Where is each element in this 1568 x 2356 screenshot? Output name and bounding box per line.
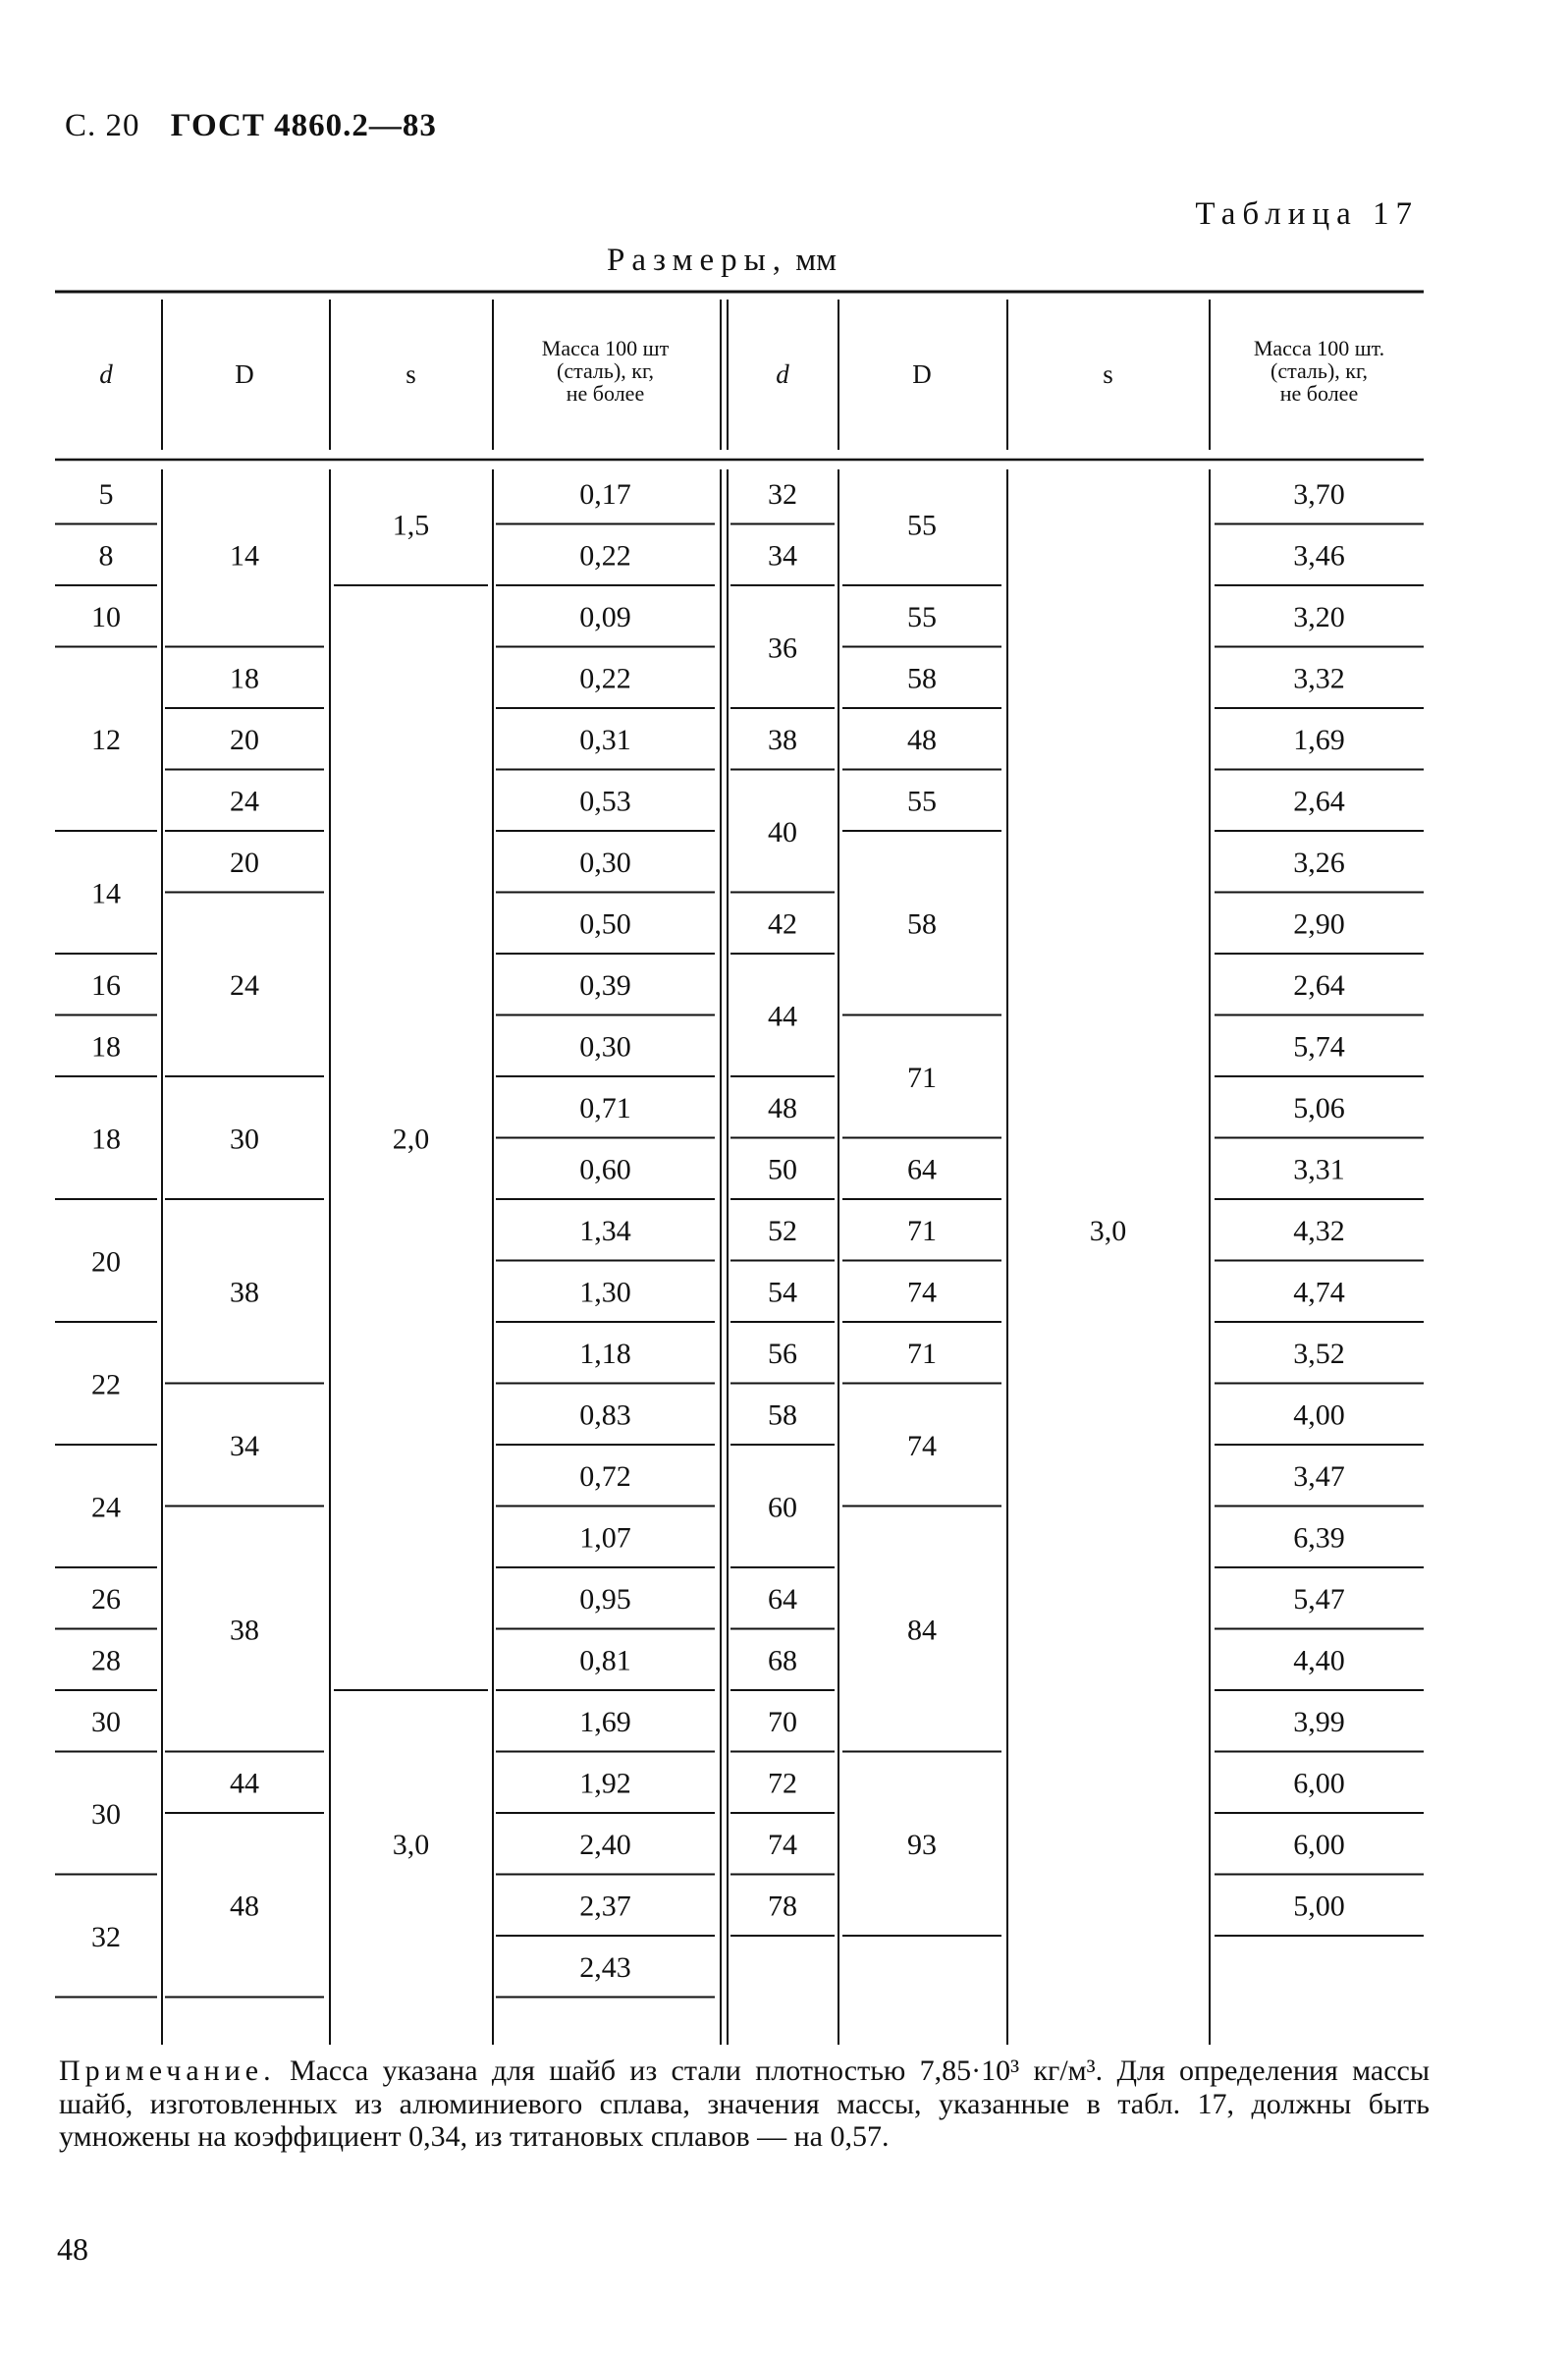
- right-d-value: 42: [768, 907, 797, 941]
- right-D-value: 71: [907, 1215, 937, 1248]
- left-mass-value: 0,31: [579, 724, 631, 757]
- note-text: Масса указана для шайб из стали плотностью 7,85·10³ кг/м³. Для определения массы шайб, изготовленных из алюминиевого сплава, значения массы, указанные в табл. 17, должны быть умножены на коэффициент 0,34, из титановых сплавов — на 0,57.: [59, 2055, 1430, 2154]
- left-d-value: 24: [91, 1491, 121, 1524]
- left-d-value: 30: [91, 1797, 121, 1831]
- right-mass-value: 1,69: [1293, 724, 1345, 757]
- caption-text: Размеры,: [607, 243, 788, 278]
- left-D-value: 48: [230, 1890, 259, 1923]
- right-d-value: 44: [768, 1000, 797, 1033]
- left-mass-value: 0,22: [579, 539, 631, 573]
- right-d-value: 56: [768, 1338, 797, 1371]
- left-d-value: 18: [91, 1030, 121, 1064]
- right-d-value: 58: [768, 1398, 797, 1432]
- left-d-value: 28: [91, 1644, 121, 1677]
- right-mass-value: 3,52: [1293, 1338, 1345, 1371]
- left-mass-value: 0,30: [579, 847, 631, 880]
- right-D-value: 58: [907, 907, 937, 941]
- right-mass-value: 6,00: [1293, 1829, 1345, 1862]
- column-header-d: D: [235, 359, 254, 390]
- column-header-mass: не более: [1279, 381, 1359, 407]
- left-mass-value: 0,30: [579, 1030, 631, 1064]
- left-mass-value: 0,71: [579, 1092, 631, 1125]
- right-d-value: 60: [768, 1491, 797, 1524]
- left-mass-value: 1,92: [579, 1767, 631, 1800]
- right-mass-value: 3,99: [1293, 1706, 1345, 1739]
- right-mass-value: 3,31: [1293, 1153, 1345, 1186]
- right-D-value: 64: [907, 1153, 937, 1186]
- right-d-value: 34: [768, 539, 797, 573]
- left-mass-value: 2,37: [579, 1890, 631, 1923]
- column-header-d: d: [99, 359, 113, 390]
- right-D-value: 71: [907, 1061, 937, 1094]
- left-mass-value: 1,34: [579, 1215, 631, 1248]
- right-d-value: 52: [768, 1215, 797, 1248]
- right-mass-value: 3,46: [1293, 539, 1345, 573]
- right-mass-value: 4,74: [1293, 1276, 1345, 1309]
- left-mass-value: 0,22: [579, 662, 631, 695]
- note-label: Примечание.: [59, 2055, 276, 2087]
- right-mass-value: 3,47: [1293, 1460, 1345, 1494]
- left-mass-value: 1,18: [579, 1338, 631, 1371]
- left-d-value: 14: [91, 877, 121, 910]
- left-mass-value: 0,50: [579, 907, 631, 941]
- left-s-value: 3,0: [392, 1829, 430, 1862]
- column-header-mass: (сталь), кг,: [557, 358, 654, 384]
- left-mass-value: 2,43: [579, 1951, 631, 1985]
- right-D-value: 55: [907, 601, 937, 634]
- left-D-value: 24: [230, 785, 259, 818]
- right-mass-value: 2,64: [1293, 969, 1345, 1003]
- right-mass-value: 2,90: [1293, 907, 1345, 941]
- page-ref: С. 20: [65, 108, 140, 143]
- column-header-mass: (сталь), кг,: [1271, 358, 1368, 384]
- left-mass-value: 1,30: [579, 1276, 631, 1309]
- right-d-value: 40: [768, 815, 797, 849]
- left-mass-value: 0,72: [579, 1460, 631, 1494]
- right-mass-value: 6,39: [1293, 1521, 1345, 1555]
- left-d-value: 18: [91, 1123, 121, 1156]
- right-D-value: 74: [907, 1429, 937, 1462]
- column-header-mass: Масса 100 шт.: [1253, 336, 1385, 361]
- right-mass-value: 5,06: [1293, 1092, 1345, 1125]
- left-D-value: 34: [230, 1429, 259, 1462]
- right-mass-value: 3,70: [1293, 478, 1345, 512]
- left-mass-value: 1,07: [579, 1521, 631, 1555]
- left-s-value: 1,5: [392, 509, 430, 542]
- left-D-value: 38: [230, 1276, 259, 1309]
- left-mass-value: 0,17: [579, 478, 631, 512]
- right-d-value: 48: [768, 1092, 797, 1125]
- left-D-value: 20: [230, 724, 259, 757]
- left-d-value: 26: [91, 1583, 121, 1616]
- right-d-value: 32: [768, 478, 797, 512]
- right-D-value: 55: [907, 785, 937, 818]
- right-d-value: 54: [768, 1276, 797, 1309]
- left-d-value: 22: [91, 1368, 121, 1401]
- right-D-value: 93: [907, 1829, 937, 1862]
- standard-number: ГОСТ 4860.2—83: [170, 108, 437, 143]
- left-mass-value: 0,83: [579, 1398, 631, 1432]
- left-mass-value: 0,39: [579, 969, 631, 1003]
- column-header-s: s: [1103, 359, 1113, 390]
- right-D-value: 58: [907, 662, 937, 695]
- left-d-value: 10: [91, 601, 121, 634]
- right-mass-value: 3,32: [1293, 662, 1345, 695]
- right-mass-value: 4,00: [1293, 1398, 1345, 1432]
- right-D-value: 55: [907, 509, 937, 542]
- right-d-value: 38: [768, 724, 797, 757]
- table-label: Таблица 17: [1195, 196, 1419, 232]
- left-D-value: 38: [230, 1614, 259, 1647]
- right-D-value: 84: [907, 1614, 937, 1647]
- right-d-value: 72: [768, 1767, 797, 1800]
- right-mass-value: 4,40: [1293, 1644, 1345, 1677]
- right-mass-value: 6,00: [1293, 1767, 1345, 1800]
- column-header-s: s: [406, 359, 416, 390]
- left-mass-value: 1,69: [579, 1706, 631, 1739]
- right-mass-value: 5,00: [1293, 1890, 1345, 1923]
- right-d-value: 36: [768, 631, 797, 665]
- left-mass-value: 0,53: [579, 785, 631, 818]
- table-note: [59, 2055, 1430, 2154]
- right-d-value: 64: [768, 1583, 797, 1616]
- right-mass-value: 3,20: [1293, 601, 1345, 634]
- right-D-value: 71: [907, 1338, 937, 1371]
- right-d-value: 50: [768, 1153, 797, 1186]
- left-d-value: 30: [91, 1706, 121, 1739]
- column-header-d: D: [912, 359, 932, 390]
- left-mass-value: 0,81: [579, 1644, 631, 1677]
- left-d-value: 8: [98, 539, 114, 573]
- left-mass-value: 0,09: [579, 601, 631, 634]
- left-D-value: 30: [230, 1123, 259, 1156]
- left-mass-value: 0,95: [579, 1583, 631, 1616]
- right-mass-value: 5,74: [1293, 1030, 1345, 1064]
- right-mass-value: 2,64: [1293, 785, 1345, 818]
- left-d-value: 12: [91, 724, 121, 757]
- left-D-value: 14: [230, 539, 259, 573]
- right-s-value: 3,0: [1089, 1215, 1127, 1248]
- left-mass-value: 2,40: [579, 1829, 631, 1862]
- right-mass-value: 3,26: [1293, 847, 1345, 880]
- column-header-d: d: [776, 359, 789, 390]
- left-d-value: 32: [91, 1920, 121, 1953]
- right-d-value: 68: [768, 1644, 797, 1677]
- right-mass-value: 5,47: [1293, 1583, 1345, 1616]
- left-d-value: 20: [91, 1245, 121, 1279]
- page-number: 48: [57, 2231, 88, 2267]
- right-D-value: 74: [907, 1276, 937, 1309]
- left-D-value: 20: [230, 847, 259, 880]
- right-mass-value: 4,32: [1293, 1215, 1345, 1248]
- left-mass-value: 0,60: [579, 1153, 631, 1186]
- left-d-value: 16: [91, 969, 121, 1003]
- right-d-value: 70: [768, 1706, 797, 1739]
- left-D-value: 18: [230, 662, 259, 695]
- right-d-value: 78: [768, 1890, 797, 1923]
- right-D-value: 48: [907, 724, 937, 757]
- left-D-value: 44: [230, 1767, 259, 1800]
- caption-unit: мм: [795, 243, 838, 278]
- left-s-value: 2,0: [392, 1123, 430, 1156]
- left-d-value: 5: [98, 478, 114, 512]
- column-header-mass: не более: [566, 381, 645, 407]
- right-d-value: 74: [768, 1829, 797, 1862]
- column-header-mass: Масса 100 шт: [541, 336, 670, 361]
- left-D-value: 24: [230, 969, 259, 1003]
